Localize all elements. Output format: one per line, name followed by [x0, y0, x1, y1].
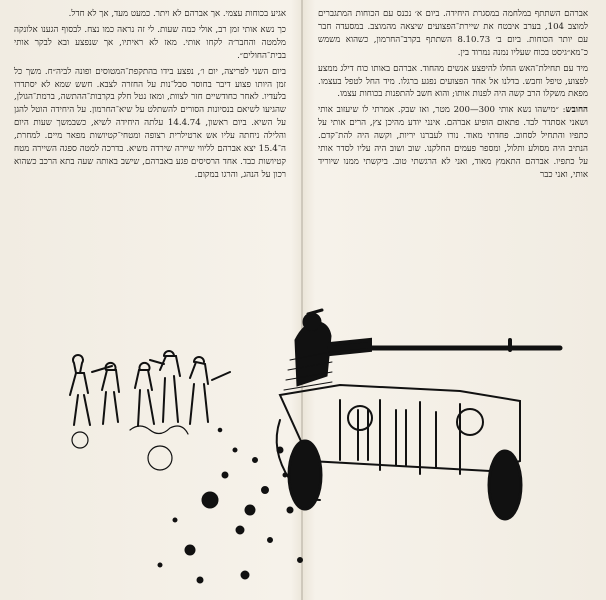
machine-gun	[330, 340, 560, 354]
left-paragraph-1: אגיע בכוחות עצמי. אך אברהם לא ויתר. כמעט מעד, אך לא חדל.	[68, 9, 286, 19]
left-text-column	[14, 8, 286, 182]
right-text-column	[318, 8, 588, 182]
right-paragraph-2: מיד עם תחילת־האש החלו להיפצע אנשים מהחוד. אברהם באותו כוח דילג ממצע לפצוע, טיפל וחבש. בדלנו אל אחד הפצועים נפגע ברגלו. מיד החל לטפל בעצמו. מפאת משקלו הרב קשה היה לפנות אותו; והוא חשב להתפנות בכוחות עצמו.	[318, 63, 588, 100]
left-paragraph-2: כך נשא אותי זמן רב, אולי כמה שעות. לי זה נראה כמו נצח. לבסוף הגענו אלונקה מלמטה והחבר׳ה לקחו אותי. מאז לא ראיתיו, אך שנפצע ובא לבקר אותי בבית־החולים״.	[14, 24, 286, 61]
ink-splatter	[158, 428, 303, 583]
soldier-figure	[70, 351, 230, 426]
jeep-soldiers-illustration	[40, 300, 580, 590]
gunner-figure	[295, 310, 331, 386]
smoke-cloud	[72, 426, 188, 470]
medic-quote-paragraph	[318, 104, 588, 181]
medic-label: החובש	[565, 105, 588, 116]
right-paragraph-1: אברהם השתתף במלחמה במסגרת היחידה. ביום א׳ נכנס עם הכוחות המתגברים למוצב 104, בערב איבטח את שיירת־הפצועים שיצאה מהמוצב. במסעדה חבר עם יותר הכוחות. ביום ב׳ 8.10.73 השתתף בקרב־החרמון, כשהוא משמש כ־מא״גיסט בכוח שעליו נמנה נמרוד בין.	[318, 9, 588, 58]
medic-quote: : ״מישהו נשא אותי 300—200 מטר, ואז שבק. אמרתי לו שיעזוב אותי ושאני אסתדר לבד. פתאום הופיע אברהם. אינני יודע מהיכן צץ, הרים אותי על כתפיו והתחיל לסחוב. פחדתי מאוד. נורו לעברנו יריות, וקשה היה להת־קדם. הנתיב היה מסולע ותלול, ומספר פעמים החלקנו. שוב ושוב היה עליו לסדר אותי על כתפיו. אברהם התאמץ מאוד, ואני לא הרגשתי טוב. ביקשתי ממנו שיוריד אותי, ואני כבר	[318, 105, 588, 180]
left-paragraph-3: ביום השני לפריצה, יום ו׳, נפצע בידו בהתקפת־המטוסים ופונה לביה״ח. משך כל זמן היותו פצוע דיבר בחוסר סבל־נות על החזרה לצבא. חשש שמא לא יסתדרו בלעדיו. לאחר כחודשיים חזר לצוות, ומאז נטל חלק בקרבות־ההתשה, ברמת־הגולן, שהגיעו לשיאם בנסיונות הסורים להשתלט על שיא־החרמון. על היחידה הוטל להגן על השיא. ביום ראשון, 14.4.74 עלתה היחידה לשיא, כשבמשך שעות היום והלילה ניחתה עליו אש ארטילרית רצופה ומטחי־קטיושות מפאר מיים. למחרת, ה־15.4 יצא אברהם לליווי שיירה שירדה משיא. בדרכה למטה ספגה השיירה מטח קטיושות כבד. אחד הרסיסים פגע באברהם, שישב באותה שעה בתא הרכב כשהוא רכון על הנהג, והרגו במקום.	[14, 66, 286, 180]
